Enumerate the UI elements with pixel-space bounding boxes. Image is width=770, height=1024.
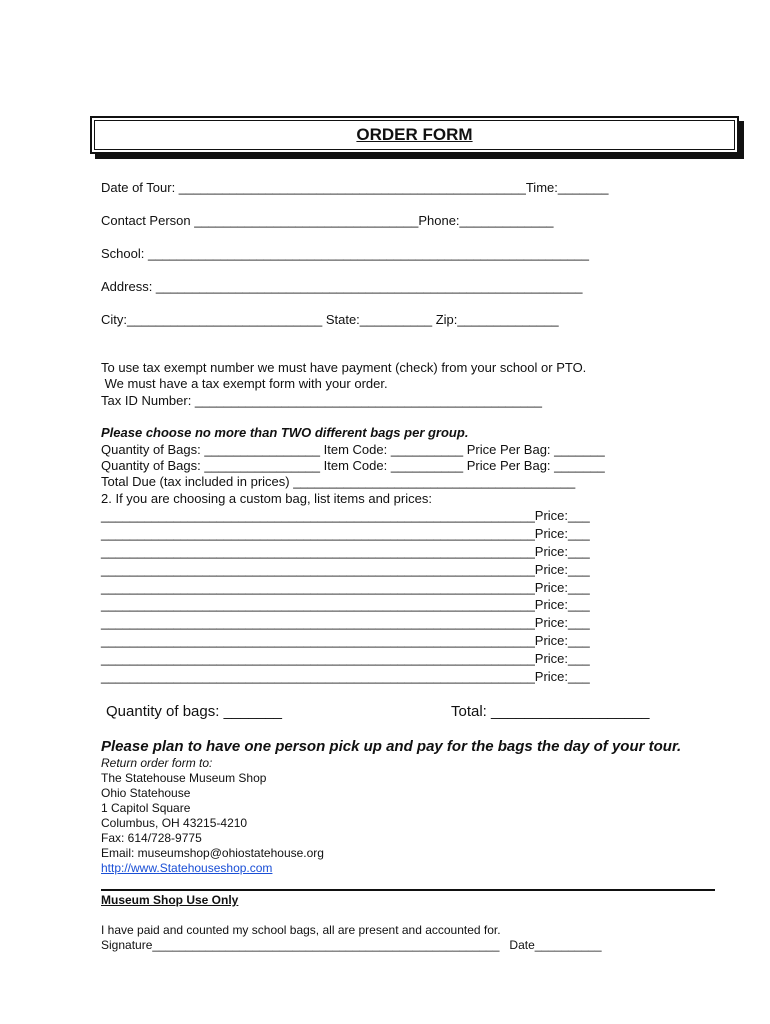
shop-use-statement: I have paid and counted my school bags, all are present and accounted for. [101, 923, 501, 937]
custom-item-line[interactable]: ____________________________________________________________Price:___ [101, 651, 590, 666]
tax-note-line1: To use tax exempt number we must have payment (check) from your school or PTO. [101, 360, 587, 375]
shop-use-heading: Museum Shop Use Only [101, 893, 239, 907]
return-address-line: 1 Capitol Square [101, 801, 191, 815]
address-field[interactable]: Address: ___________________________________________________________ [101, 279, 583, 294]
section-divider [101, 889, 715, 891]
contact-person-field[interactable]: Contact Person _______________________________Phone:_____________ [101, 213, 554, 228]
page-title: ORDER FORM [356, 125, 473, 144]
signature-date-field[interactable]: Signature____________________________________________________ Date__________ [101, 938, 602, 952]
website-link[interactable]: http://www.Statehouseshop.com [101, 861, 273, 875]
total-field[interactable]: Total: ___________________ [451, 703, 650, 720]
pickup-note: Please plan to have one person pick up and pay for the bags the day of your tour. [101, 738, 682, 755]
custom-bag-heading: 2. If you are choosing a custom bag, list items and prices: [101, 491, 432, 506]
custom-item-line[interactable]: ____________________________________________________________Price:___ [101, 633, 590, 648]
tax-id-field[interactable]: Tax ID Number: ________________________________________________ [101, 393, 542, 408]
custom-item-line[interactable]: ____________________________________________________________Price:___ [101, 580, 590, 595]
return-address-line: The Statehouse Museum Shop [101, 771, 267, 785]
custom-item-line[interactable]: ____________________________________________________________Price:___ [101, 526, 590, 541]
bags-heading: Please choose no more than TWO different bags per group. [101, 425, 469, 440]
return-email: Email: museumshop@ohiostatehouse.org [101, 846, 324, 860]
bag-row-1[interactable]: Quantity of Bags: ________________ Item Code: __________ Price Per Bag: _______ [101, 442, 605, 457]
custom-item-line[interactable]: ____________________________________________________________Price:___ [101, 544, 590, 559]
custom-item-line[interactable]: ____________________________________________________________Price:___ [101, 615, 590, 630]
quantity-of-bags-field[interactable]: Quantity of bags: _______ [106, 703, 282, 720]
bag-row-2[interactable]: Quantity of Bags: ________________ Item Code: __________ Price Per Bag: _______ [101, 458, 605, 473]
city-state-zip-field[interactable]: City:___________________________ State:__________ Zip:______________ [101, 312, 559, 327]
total-due-field[interactable]: Total Due (tax included in prices) _______________________________________ [101, 474, 576, 489]
custom-item-line[interactable]: ____________________________________________________________Price:___ [101, 597, 590, 612]
return-address-line: Ohio Statehouse [101, 786, 191, 800]
title-box [90, 116, 739, 154]
custom-item-line[interactable]: ____________________________________________________________Price:___ [101, 508, 590, 523]
return-label: Return order form to: [101, 756, 213, 770]
custom-item-line[interactable]: ____________________________________________________________Price:___ [101, 562, 590, 577]
date-of-tour-field[interactable]: Date of Tour: ________________________________________________Time:_______ [101, 180, 609, 195]
custom-item-line[interactable]: ____________________________________________________________Price:___ [101, 669, 590, 684]
return-address-line: Columbus, OH 43215-4210 [101, 816, 248, 830]
school-field[interactable]: School: _____________________________________________________________ [101, 246, 590, 261]
return-fax: Fax: 614/728-9775 [101, 831, 202, 845]
tax-note-line2: We must have a tax exempt form with your order. [101, 376, 388, 391]
